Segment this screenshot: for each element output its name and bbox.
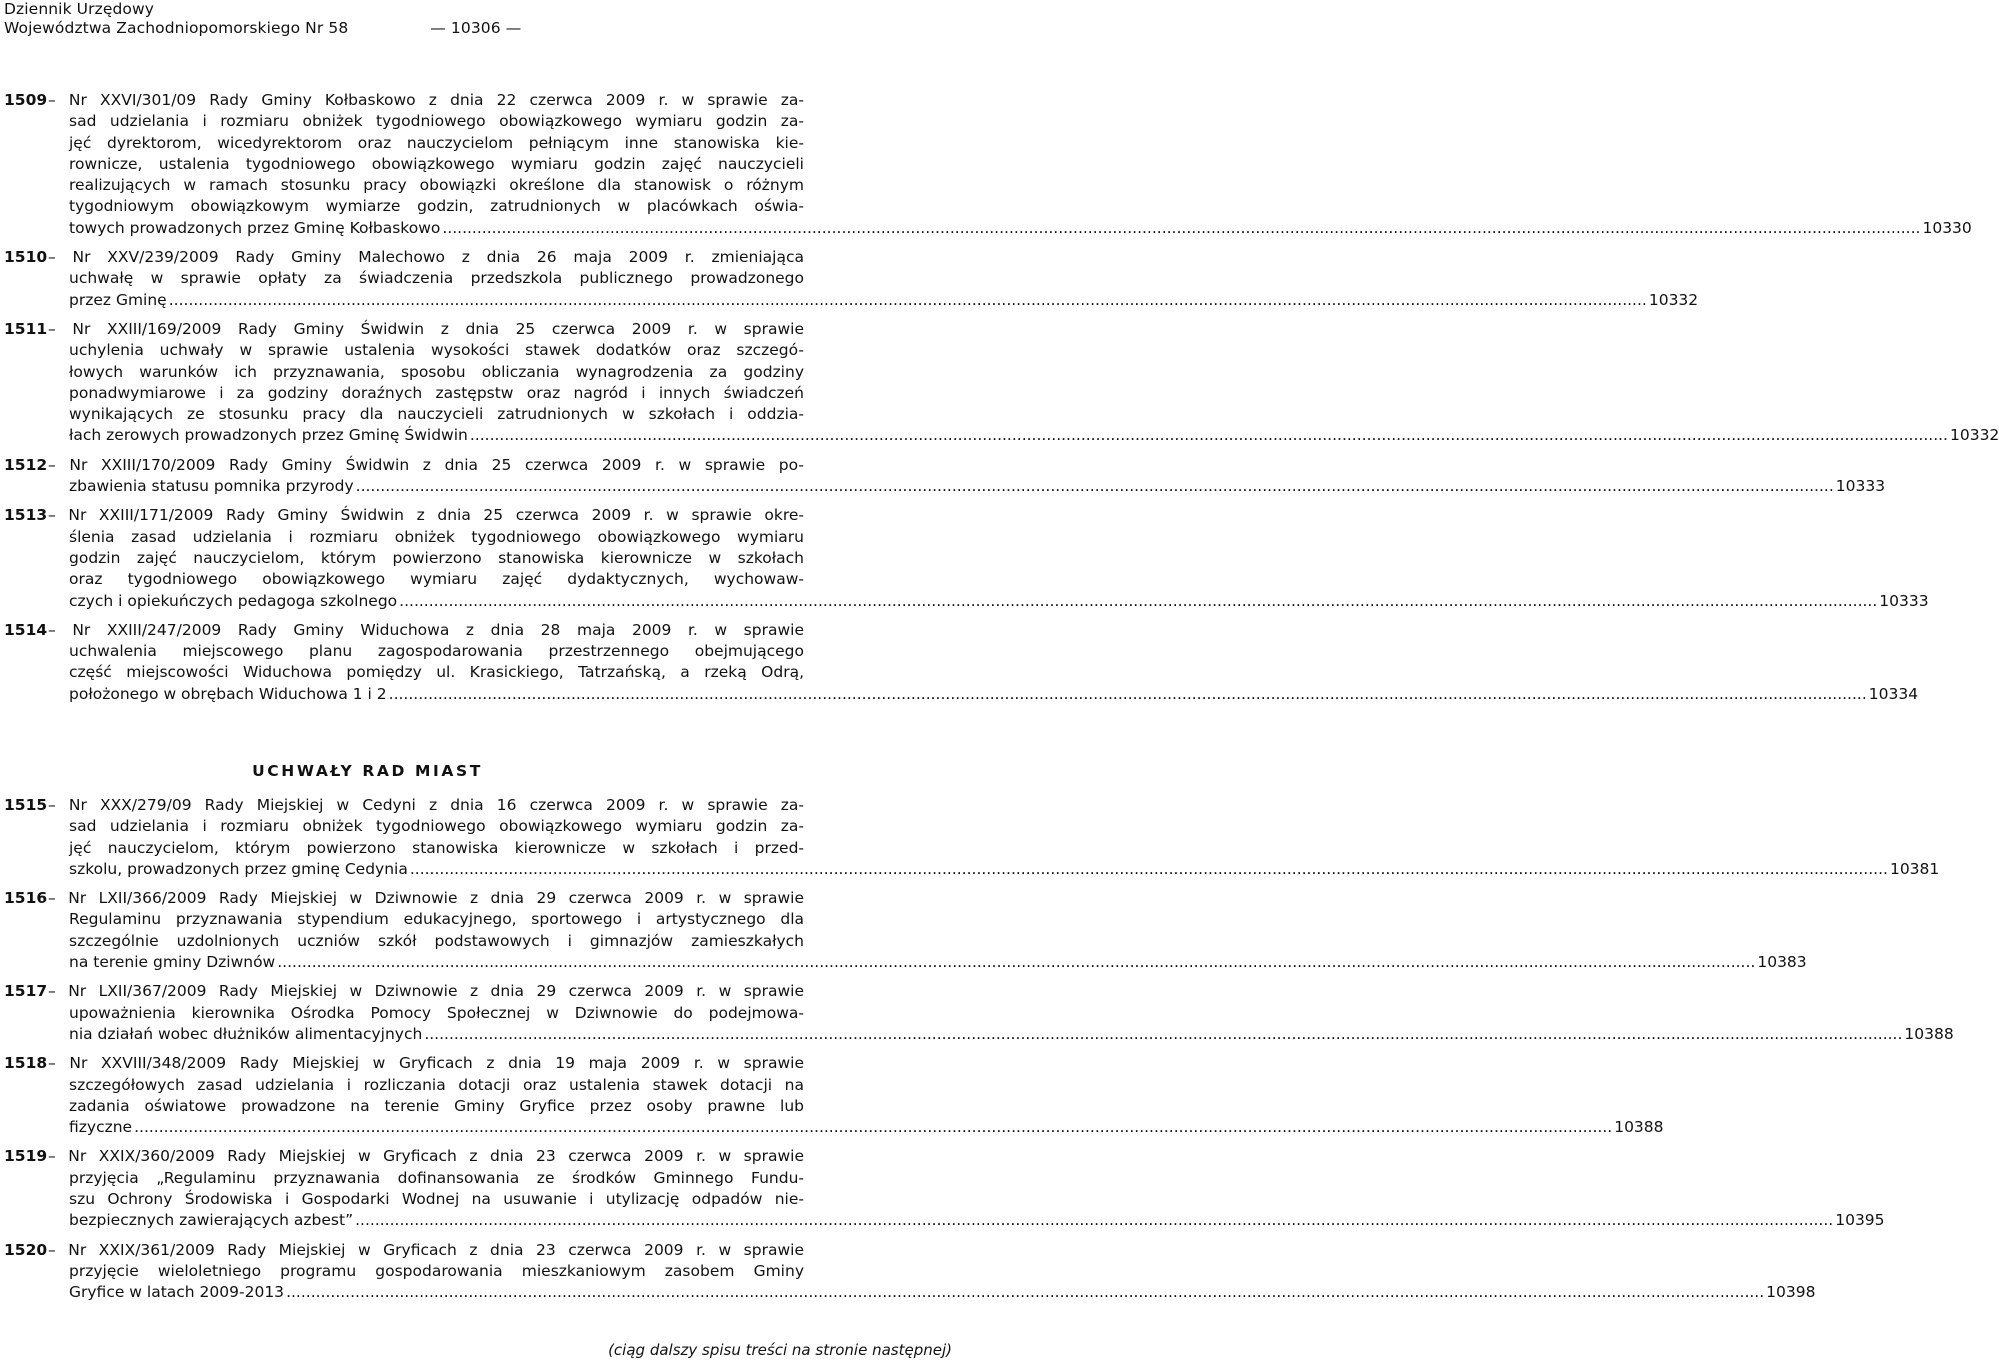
entry-line: godzin zajęć nauczycielom, którym powierzono stanowiska kierownicze w szkołach bbox=[69, 548, 804, 567]
dot-leader: ............................................................................................................................................................................................................................................................................................................ bbox=[442, 218, 1921, 237]
page-number: 10395 bbox=[1835, 1211, 1885, 1230]
entry-line: – Nr XXV/239/2009 Rady Gminy Malechowo z dnia 26 maja 2009 r. zmieniająca bbox=[48, 248, 804, 267]
entry-number: 1520 bbox=[4, 1240, 48, 1259]
entry-last-text: na terenie gminy Dziwnów bbox=[69, 953, 276, 972]
entry-last-line bbox=[69, 476, 1886, 497]
entry-number: 1518 bbox=[4, 1054, 48, 1073]
toc-entry[interactable] bbox=[0, 981, 1954, 1045]
toc-entry[interactable] bbox=[0, 247, 1699, 311]
entry-last-line bbox=[69, 1024, 1954, 1045]
entry-last-text: towych prowadzonych przez Gminę Kołbaskowo bbox=[69, 218, 441, 237]
entry-line: – Nr XXIII/247/2009 Rady Gminy Widuchowa z dnia 28 maja 2009 r. w sprawie bbox=[48, 620, 804, 639]
entry-last-line bbox=[69, 290, 1699, 311]
entry-last-text: nia działań wobec dłużników alimentacyjnych bbox=[69, 1024, 423, 1043]
toc-entry[interactable] bbox=[0, 620, 1919, 705]
page-number: 10330 bbox=[1922, 218, 1972, 237]
entry-line: część miejscowości Widuchowa pomiędzy ul. Krasickiego, Tatrzańską, a rzeką Odrą, bbox=[69, 663, 804, 682]
entry-line: – Nr XXX/279/09 Rady Miejskiej w Cedyni z dnia 16 czerwca 2009 r. w sprawie za- bbox=[48, 796, 804, 814]
entry-line: – Nr XXIII/170/2009 Rady Gminy Świdwin z dnia 25 czerwca 2009 r. w sprawie po- bbox=[48, 455, 804, 474]
header-line bbox=[4, 19, 521, 38]
entry-number: 1517 bbox=[4, 982, 48, 1001]
entry-line: uchylenia uchwały w sprawie ustalenia wysokości stawek dodatków oraz szczegó- bbox=[69, 341, 804, 360]
entry-number: 1511 bbox=[4, 319, 48, 338]
toc-gmina-list bbox=[0, 90, 1999, 713]
entry-last-line bbox=[69, 952, 1807, 973]
dot-leader: ............................................................................................................................................................................................................................................................................................................ bbox=[277, 953, 1756, 972]
entry-text bbox=[48, 505, 1929, 611]
dot-leader: ............................................................................................................................................................................................................................................................................................................ bbox=[399, 591, 1878, 610]
entry-line: – Nr XXVI/301/09 Rady Gminy Kołbaskowo z dnia 22 czerwca 2009 r. w sprawie za- bbox=[48, 91, 804, 109]
entry-number: 1519 bbox=[4, 1147, 48, 1166]
page-number: 10332 bbox=[1648, 290, 1699, 309]
page-number: 10332 bbox=[1949, 426, 1999, 445]
entry-line: realizujących w ramach stosunku pracy obowiązki określone dla stanowisk o różnym bbox=[69, 176, 804, 195]
toc-entry[interactable] bbox=[0, 90, 1972, 239]
entry-text bbox=[48, 319, 1999, 447]
entry-line: szczególnie uzdolnionych uczniów szkół podstawowych i gimnazjów zamieszkałych bbox=[69, 931, 804, 950]
entry-number: 1515 bbox=[4, 796, 48, 814]
entry-last-text: szkolu, prowadzonych przez gminę Cedynia bbox=[69, 859, 408, 878]
entry-last-line bbox=[69, 1117, 1664, 1138]
entry-line: – Nr XXIX/360/2009 Rady Miejskiej w Gryficach z dnia 23 czerwca 2009 r. w sprawie bbox=[48, 1147, 804, 1166]
toc-entry[interactable] bbox=[0, 795, 1940, 880]
entry-last-text: Gryfice w latach 2009-2013 bbox=[69, 1283, 285, 1302]
entry-number: 1510 bbox=[4, 248, 48, 267]
toc-entry[interactable] bbox=[0, 888, 1807, 973]
entry-line: oraz tygodniowego obowiązkowego wymiaru zajęć dydaktycznych, wychowaw- bbox=[69, 570, 804, 589]
entry-line: ponadwymiarowe i za godziny doraźnych zastępstw oraz nagród i innych świadczeń bbox=[69, 383, 804, 402]
entry-line: ślenia zasad udzielania i rozmiaru obniżek tygodniowego obowiązkowego wymiaru bbox=[69, 527, 804, 546]
entry-text bbox=[48, 247, 1699, 311]
dot-leader: ............................................................................................................................................................................................................................................................................................................ bbox=[424, 1024, 1903, 1043]
page-number: 10334 bbox=[1868, 684, 1919, 703]
dot-leader: ............................................................................................................................................................................................................................................................................................................ bbox=[469, 426, 1948, 445]
entry-number: 1509 bbox=[4, 91, 48, 109]
dot-leader: ............................................................................................................................................................................................................................................................................................................ bbox=[355, 477, 1834, 496]
entry-line: – Nr XXVIII/348/2009 Rady Miejskiej w Gryficach z dnia 19 maja 2009 r. w sprawie bbox=[48, 1054, 804, 1073]
dot-leader: ............................................................................................................................................................................................................................................................................................................ bbox=[409, 859, 1888, 878]
entry-last-text: zbawienia statusu pomnika przyrody bbox=[69, 477, 354, 496]
toc-miasta-list bbox=[0, 795, 1954, 1312]
toc-entry[interactable] bbox=[0, 1240, 1816, 1304]
page-number: 10333 bbox=[1879, 591, 1929, 610]
entry-text bbox=[48, 455, 1886, 498]
entry-last-text: łach zerowych prowadzonych przez Gminę Świdwin bbox=[69, 426, 468, 445]
entry-number: 1512 bbox=[4, 455, 48, 474]
entry-line: wynikających ze stosunku pracy dla nauczycieli zatrudnionych w szkołach i oddzia- bbox=[69, 405, 804, 424]
entry-text bbox=[48, 888, 1807, 973]
entry-text bbox=[48, 1146, 1885, 1231]
entry-last-line bbox=[69, 1210, 1885, 1231]
entry-line: uchwalenia miejscowego planu zagospodarowania przestrzennego obejmującego bbox=[69, 642, 804, 661]
entry-line: – Nr LXII/367/2009 Rady Miejskiej w Dziwnowie z dnia 29 czerwca 2009 r. w sprawie bbox=[48, 982, 804, 1001]
entry-text bbox=[48, 1240, 1816, 1304]
entry-line: sad udzielania i rozmiaru obniżek tygodniowego obowiązkowego wymiaru godzin za- bbox=[69, 817, 804, 836]
entry-line: – Nr XXIII/171/2009 Rady Gminy Świdwin z dnia 25 czerwca 2009 r. w sprawie okre- bbox=[48, 506, 804, 525]
entry-last-line bbox=[69, 425, 1999, 446]
section-title: UCHWAŁY RAD MIAST bbox=[252, 762, 483, 780]
entry-line: upoważnienia kierownika Ośrodka Pomocy Społecznej w Dziwnowie do podejmowa- bbox=[69, 1003, 804, 1022]
entry-last-text: bezpiecznych zawierających azbest” bbox=[69, 1211, 354, 1230]
entry-last-line bbox=[69, 1282, 1816, 1303]
entry-text bbox=[48, 981, 1954, 1045]
entry-line: łowych warunków ich przyznawania, sposobu obliczania wynagrodzenia za godziny bbox=[69, 362, 804, 381]
page-number: 10383 bbox=[1757, 953, 1807, 972]
entry-line: jęć dyrektorom, wicedyrektorom oraz nauczycielom pełniącym inne stanowiska kie- bbox=[69, 133, 804, 152]
journal-title: Dziennik Urzędowy bbox=[4, 0, 155, 18]
toc-entry[interactable] bbox=[0, 1146, 1885, 1231]
entry-number: 1514 bbox=[4, 620, 48, 639]
page-number: 10398 bbox=[1766, 1283, 1816, 1302]
page-number: 10333 bbox=[1835, 477, 1886, 496]
entry-last-text: czych i opiekuńczych pedagoga szkolnego bbox=[69, 591, 398, 610]
page-number: 10388 bbox=[1614, 1118, 1664, 1137]
toc-entry[interactable] bbox=[0, 319, 1999, 447]
entry-last-text: przez Gminę bbox=[69, 290, 167, 309]
dot-leader: ............................................................................................................................................................................................................................................................................................................ bbox=[286, 1283, 1765, 1302]
entry-last-line bbox=[69, 218, 1972, 239]
continuation-note: (ciąg dalszy spisu treści na stronie następnej) bbox=[608, 1341, 952, 1359]
entry-last-line bbox=[69, 591, 1929, 612]
entry-text bbox=[48, 795, 1940, 880]
entry-last-line bbox=[69, 684, 1919, 705]
entry-text bbox=[48, 620, 1919, 705]
entry-line: Regulaminu przyznawania stypendium edukacyjnego, sportowego i artystycznego dla bbox=[69, 910, 804, 929]
region-issue: Województwa Zachodniopomorskiego Nr 58 bbox=[4, 19, 349, 37]
entry-number: 1516 bbox=[4, 889, 48, 908]
entry-line: – Nr XXIX/361/2009 Rady Miejskiej w Gryficach z dnia 23 czerwca 2009 r. w sprawie bbox=[48, 1240, 804, 1259]
toc-entry[interactable] bbox=[0, 455, 1886, 498]
entry-line: szczegółowych zasad udzielania i rozliczania dotacji oraz ustalenia stawek dotacji na bbox=[69, 1075, 804, 1094]
dot-leader: ............................................................................................................................................................................................................................................................................................................ bbox=[168, 290, 1647, 309]
entry-line: zadania oświatowe prowadzone na terenie Gminy Gryfice przez osoby prawne lub bbox=[69, 1096, 804, 1115]
page-number: 10388 bbox=[1904, 1024, 1954, 1043]
entry-last-line bbox=[69, 859, 1940, 880]
dot-leader: ............................................................................................................................................................................................................................................................................................................ bbox=[388, 684, 1867, 703]
entry-line: rownicze, ustalenia tygodniowego obowiązkowego wymiaru godzin zajęć nauczycieli bbox=[69, 154, 804, 173]
entry-last-text: położonego w obrębach Widuchowa 1 i 2 bbox=[69, 684, 387, 703]
page-header bbox=[4, 0, 521, 38]
entry-number: 1513 bbox=[4, 506, 48, 525]
entry-last-text: fizyczne bbox=[69, 1118, 133, 1137]
toc-entry[interactable] bbox=[0, 1053, 1664, 1138]
entry-line: jęć nauczycielom, którym powierzono stanowiska kierownicze w szkołach i przed- bbox=[69, 838, 804, 857]
entry-line: przyjęcie wieloletniego programu gospodarowania mieszkaniowym zasobem Gminy bbox=[69, 1261, 804, 1280]
dot-leader: ............................................................................................................................................................................................................................................................................................................ bbox=[355, 1211, 1834, 1230]
page-number: 10381 bbox=[1889, 859, 1940, 878]
entry-text bbox=[48, 90, 1972, 239]
entry-line: sad udzielania i rozmiaru obniżek tygodniowego obowiązkowego wymiaru godzin za- bbox=[69, 112, 804, 131]
toc-entry[interactable] bbox=[0, 505, 1929, 611]
entry-line: – Nr LXII/366/2009 Rady Miejskiej w Dziwnowie z dnia 29 czerwca 2009 r. w sprawie bbox=[48, 889, 804, 908]
entry-line: przyjęcia „Regulaminu przyznawania dofinansowania ze środków Gminnego Fundu- bbox=[69, 1168, 804, 1187]
dot-leader: ............................................................................................................................................................................................................................................................................................................ bbox=[134, 1118, 1613, 1137]
entry-text bbox=[48, 1053, 1664, 1138]
entry-line: uchwałę w sprawie opłaty za świadczenia przedszkola publicznego prowadzonego bbox=[69, 269, 804, 288]
entry-line: szu Ochrony Środowiska i Gospodarki Wodnej na usuwanie i utylizację odpadów nie- bbox=[69, 1190, 804, 1209]
page-marker: — 10306 — bbox=[430, 19, 522, 37]
entry-line: – Nr XXIII/169/2009 Rady Gminy Świdwin z dnia 25 czerwca 2009 r. w sprawie bbox=[48, 319, 804, 338]
entry-line: tygodniowym obowiązkowym wymiarze godzin, zatrudnionych w placówkach oświa- bbox=[69, 197, 804, 216]
